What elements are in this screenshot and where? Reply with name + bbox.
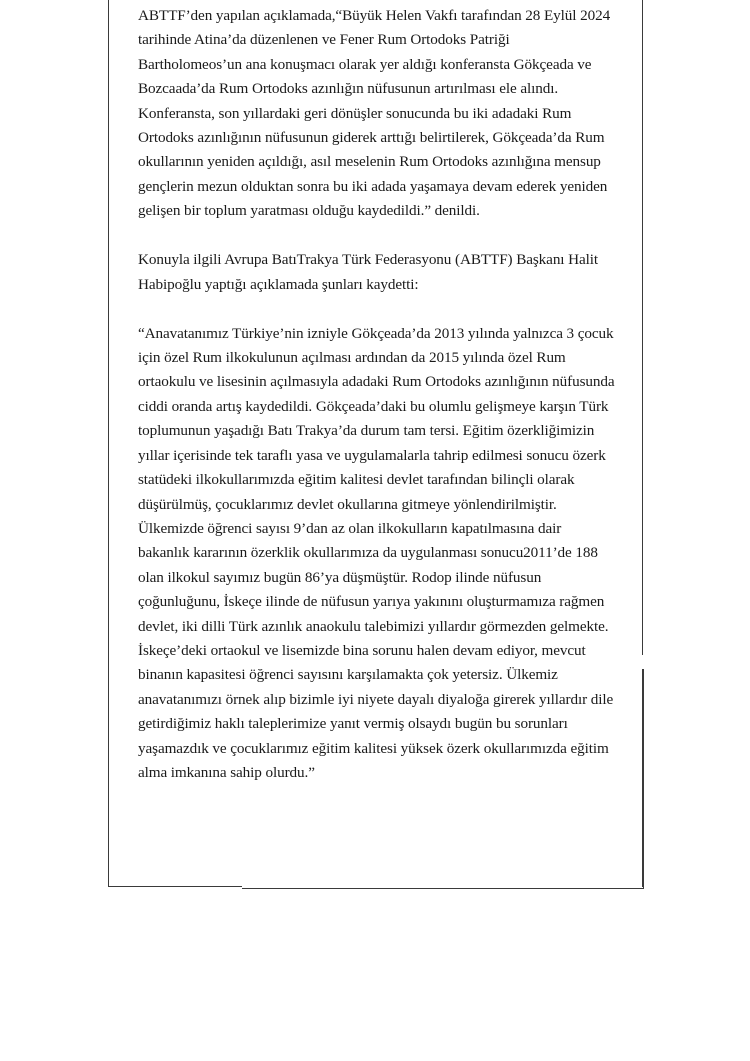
frame-bottom-right-edge xyxy=(242,888,643,889)
paragraph-quote: “Anavatanımız Türkiye’nin izniyle Gökçeada’da 2013 yılında yalnızca 3 çocuk için özel Rum ilkokulunun açılması ardından da 2015 yılında özel Rum ortaokulu ve lisesinin açılmasıyla adadaki Rum Ortodoks azınlığının nüfusunda ciddi oranda artış kaydedildi. Gökçeada’daki bu olumlu gelişmeye karşın Türk toplumunun yaşadığı Batı Trakya’da durum tam tersi. Eğitim özerkliğimizin yıllar içerisinde tek taraflı yasa ve uygulamalarla tahrip edilmesi sonucu özerk statüdeki ilkokullarımızda eğitim kalitesi devlet tarafından bilinçli olarak düşürülmüş, çocuklarımız devlet okullarına gitmeye yönlendirilmiştir. Ülkemizde öğrenci sayısı 9’dan az olan ilkokulların kapatılmasına dair bakanlık kararının özerklik okullarımıza da uygulanması sonucu2011’de 188 olan ilkokul sayımız bugün 86’ya düşmüştür. Rodop ilinde nüfusun çoğunluğunu, İskeçe ilinde de nüfusun yarıya yakınını oluşturmamıza rağmen devlet, iki dilli Türk azınlık anaokulu talebimizi yıllardır görmezden gelmekte. İskeçe’deki ortaokul ve lisemizde bina sorunu halen devam ediyor, mevcut binanın kapasitesi öğrenci sayısını karşılamakta çok yetersiz. Ülkemiz anavatanımızı örnek alıp bizimle iyi niyete dayalı diyaloğa girerek yıllardır dile getirdiğimiz haklı taleplerimize yanıt vermiş olsaydı bugün bu sorunları yaşamazdık ve çocuklarımız eğitim kalitesi yüksek özerk okullarımızda eğitim alma imkanına sahip olurdu.” xyxy=(138,324,615,781)
frame-break xyxy=(641,655,645,669)
article-body xyxy=(138,4,616,785)
paragraph-announcement: ABTTF’den yapılan açıklamada,“Büyük Helen Vakfı tarafından 28 Eylül 2024 tarihinde Atina’da düzenlenen ve Fener Rum Ortodoks Patriği Bartholomeos’un ana konuşmacı olarak yer aldığı konferansta Gökçeada ve Bozcaada’da Rum Ortodoks azınlığın nüfusunun artırılması ele alındı. Konferansta, son yıllardaki geri dönüşler sonucunda bu iki adadaki Rum Ortodoks azınlığının nüfusunun giderek arttığı belirtilerek, Gökçeada’da Rum okullarının yeniden açıldığı, asıl meselenin Rum Ortodoks azınlığına mensup gençlerin mezun olduktan sonra bu iki adada yaşamaya devam ederek yeniden gelişen bir toplum yaratması olduğu kaydedildi.” denildi. xyxy=(138,7,611,220)
paragraph-intro-quote: Konuyla ilgili Avrupa BatıTrakya Türk Federasyonu (ABTTF) Başkanı Halit Habipoğlu yaptığı açıklamada şunları kaydetti: xyxy=(138,251,598,293)
frame-right-lower-edge xyxy=(643,669,644,889)
frame-bottom-left-edge xyxy=(108,886,242,887)
